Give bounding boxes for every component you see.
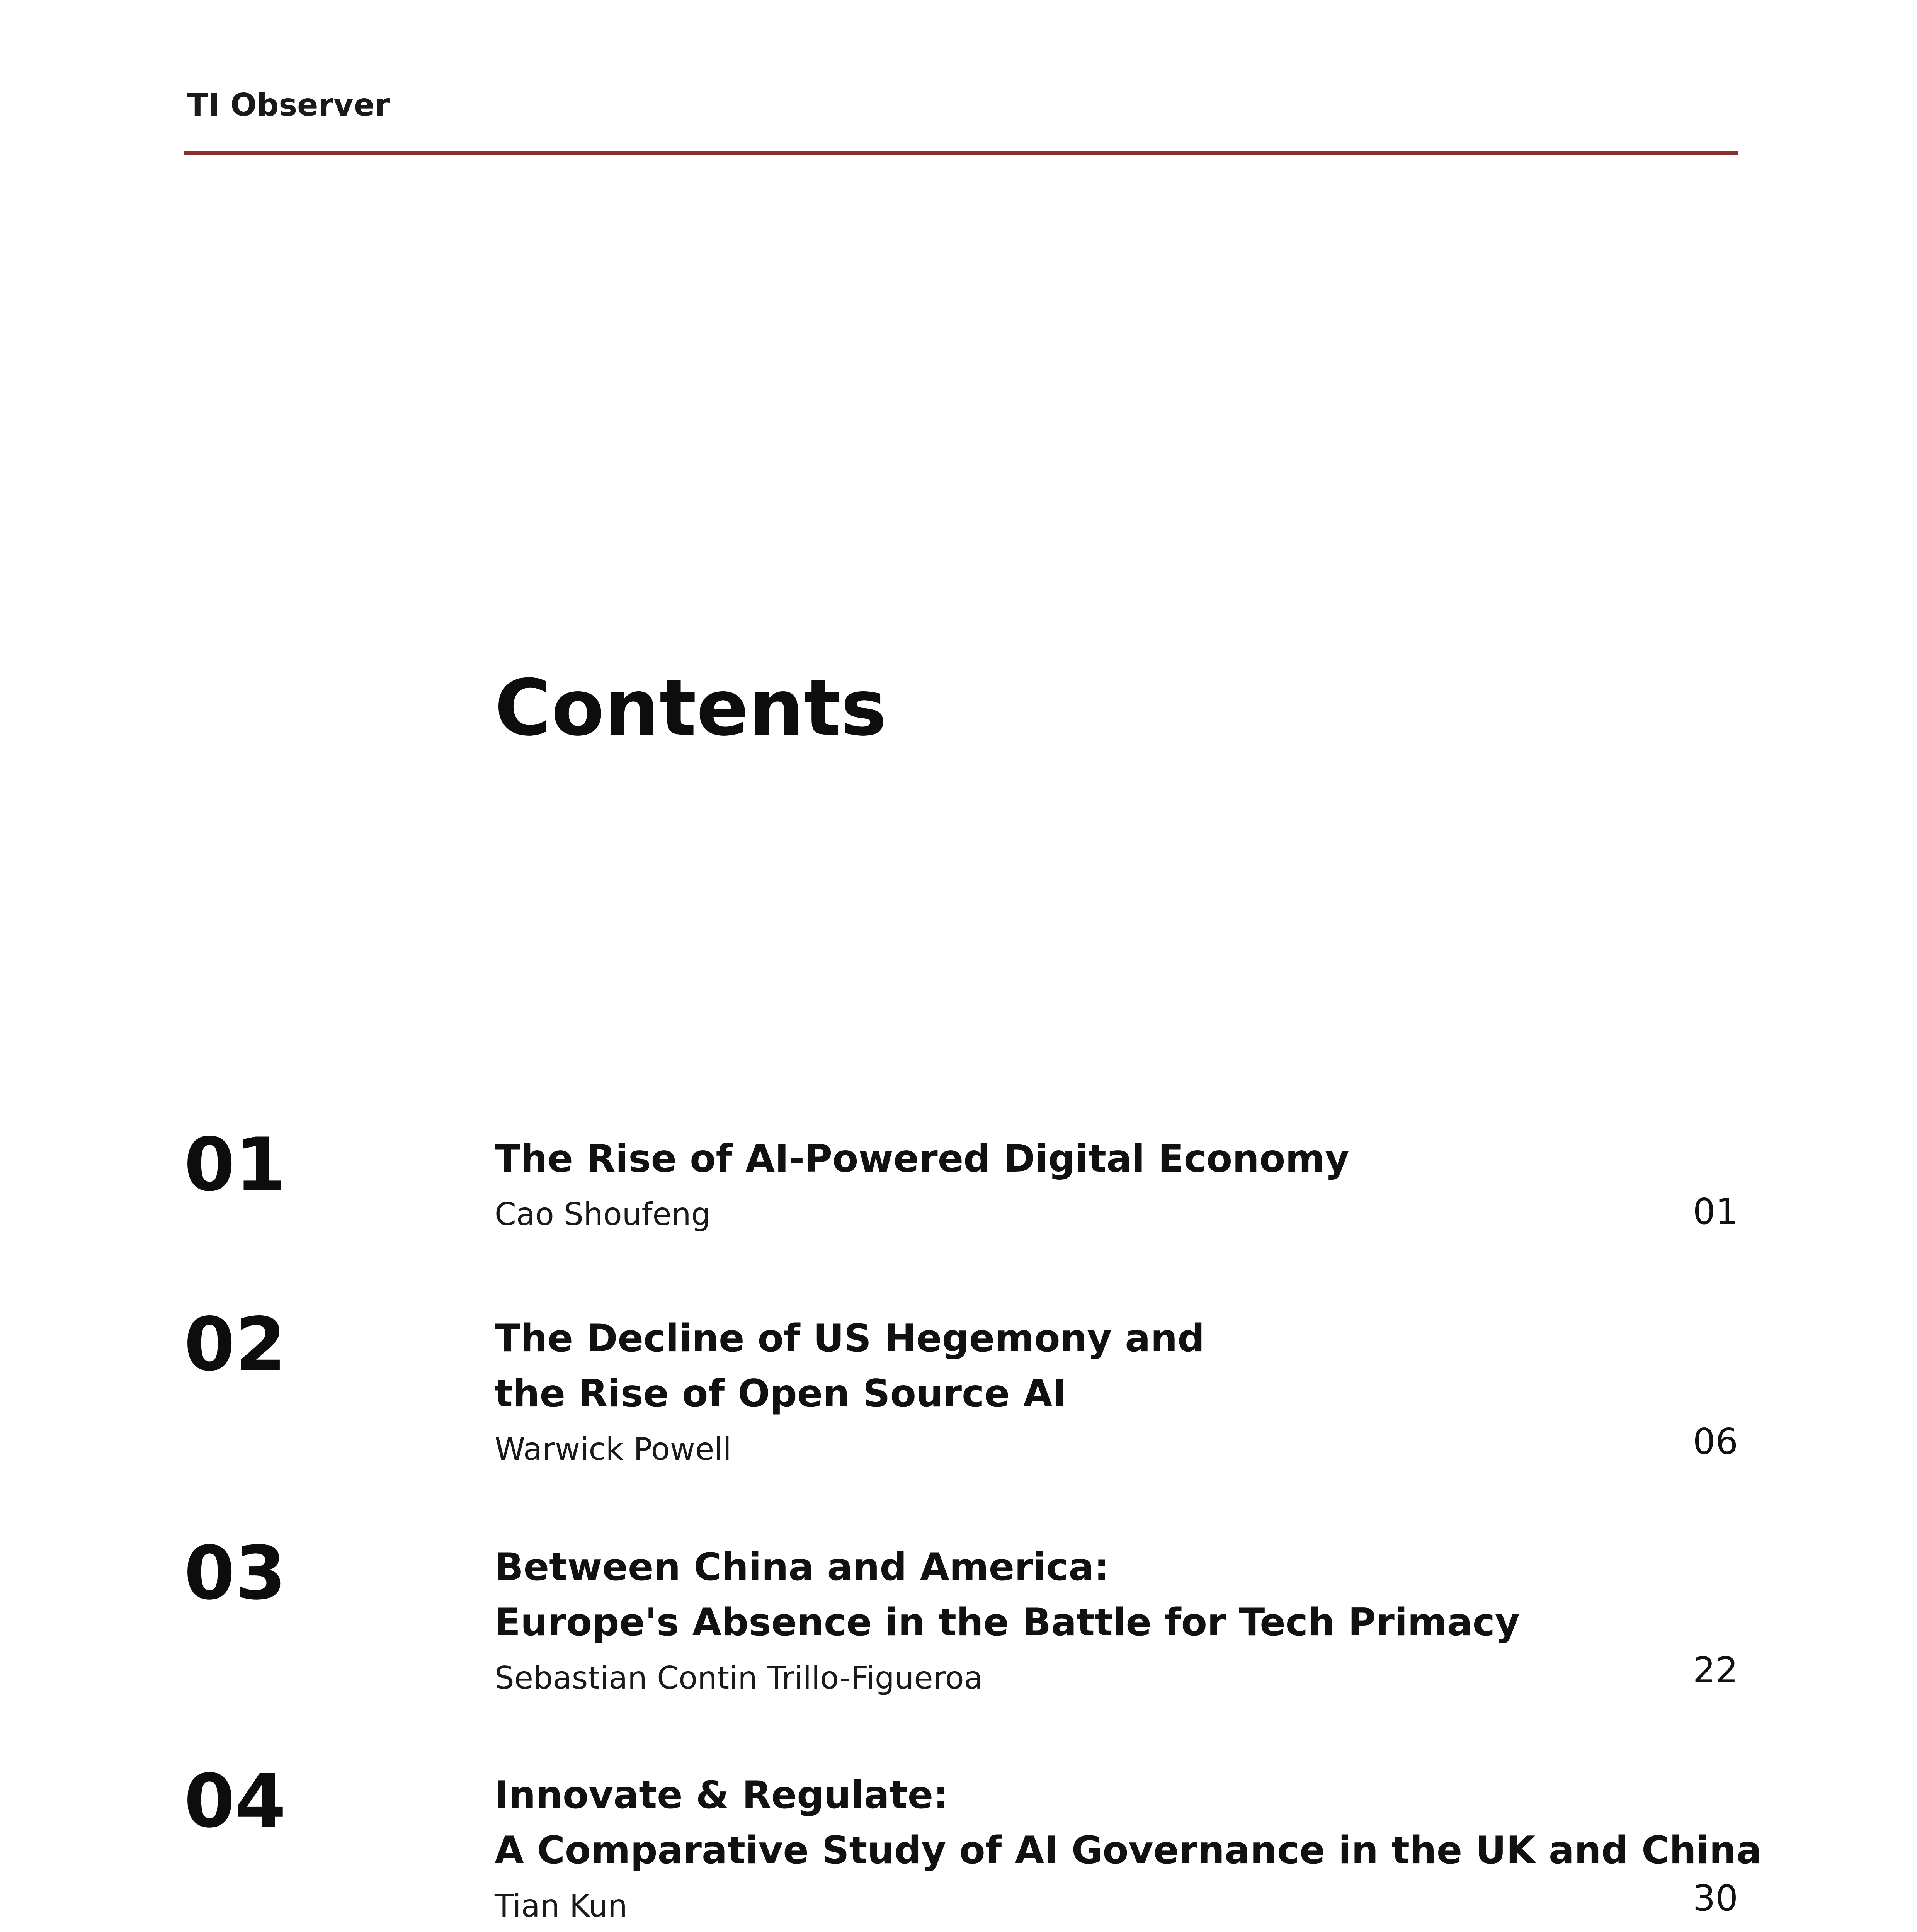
toc-entry-number: 02 bbox=[184, 1302, 286, 1387]
toc-entry-author: Warwick Powell bbox=[495, 1431, 731, 1467]
publication-header: TI Observer bbox=[187, 87, 390, 123]
toc-entry-body bbox=[495, 1311, 1673, 1469]
toc-entry-body bbox=[495, 1131, 1673, 1234]
toc-entry-title-line[interactable]: Between China and America: bbox=[495, 1545, 1109, 1589]
toc-entry-page[interactable]: 01 bbox=[1692, 1191, 1738, 1232]
toc-entry-title-line[interactable]: A Comparative Study of AI Governance in the UK and China bbox=[495, 1828, 1762, 1872]
toc-entry-author: Cao Shoufeng bbox=[495, 1196, 711, 1232]
toc-entry-number: 03 bbox=[184, 1531, 286, 1616]
toc-entry-title-line[interactable]: The Decline of US Hegemony and bbox=[495, 1316, 1205, 1361]
toc-entry-body bbox=[495, 1540, 1673, 1697]
toc-entry-title-line[interactable]: Europe's Absence in the Battle for Tech Primacy bbox=[495, 1600, 1520, 1645]
toc-entry-author: Sebastian Contin Trillo-Figueroa bbox=[495, 1660, 983, 1696]
toc-entry-title-line[interactable]: Innovate & Regulate: bbox=[495, 1773, 949, 1817]
toc-entry-number: 04 bbox=[184, 1759, 286, 1844]
toc-entry-author: Tian Kun bbox=[495, 1888, 628, 1924]
toc-entry-title-line[interactable]: the Rise of Open Source AI bbox=[495, 1372, 1067, 1416]
toc-entry-page[interactable]: 06 bbox=[1692, 1421, 1738, 1462]
toc-entry-title-line[interactable]: The Rise of AI-Powered Digital Economy bbox=[495, 1137, 1350, 1181]
header-divider bbox=[184, 151, 1738, 155]
toc-entry-page[interactable]: 30 bbox=[1692, 1878, 1738, 1919]
toc-entry-number: 01 bbox=[184, 1122, 286, 1208]
toc-entry-page[interactable]: 22 bbox=[1692, 1650, 1738, 1691]
contents-heading: Contents bbox=[495, 663, 887, 753]
